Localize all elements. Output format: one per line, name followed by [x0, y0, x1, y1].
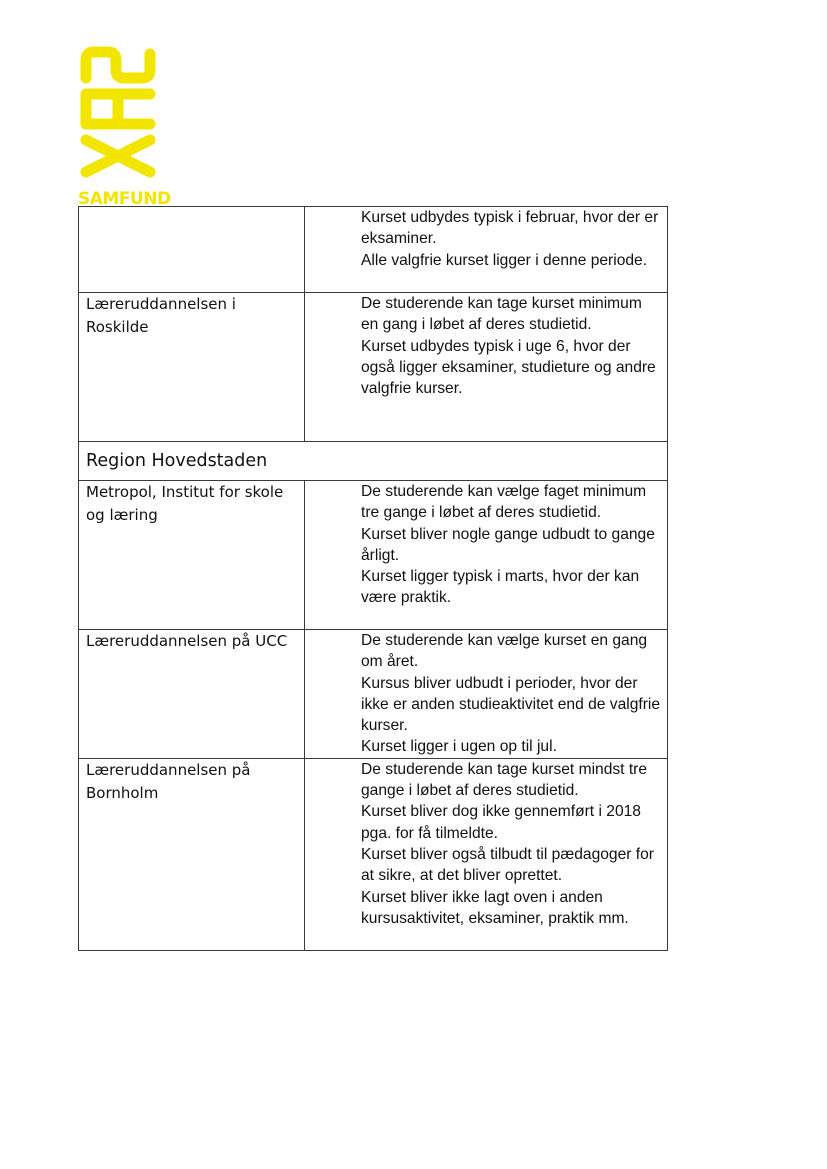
description-cell [305, 630, 668, 759]
description-line: Kurset bliver nogle gange udbudt to gange årligt. [361, 525, 655, 564]
institution-cell [79, 481, 305, 630]
institution-cell [79, 293, 305, 442]
table-row [79, 481, 668, 630]
logo-letter-e [86, 94, 150, 124]
description-line: Kurset bliver ikke lagt oven i anden kursusaktivitet, eksaminer, praktik mm. [361, 888, 629, 927]
description-line: De studerende kan vælge faget minimum tre gange i løbet af deres studietid. [361, 483, 647, 522]
description-line: De studerende kan tage kurset minimum en gang i løbet af deres studietid. [361, 295, 642, 334]
logo-subtitle: SAMFUND [78, 189, 171, 209]
description-line: Kurset udbydes typisk i februar, hvor der er eksaminer. [361, 209, 659, 248]
table-row [79, 630, 668, 759]
description-line: De studerende kan tage kurset mindst tre gange i løbet af deres studietid. [361, 760, 648, 800]
description-line: Kurset udbydes typisk i uge 6, hvor der også ligger eksaminer, studieture og andre valgfrie kurser. [361, 337, 656, 398]
institution-name: Læreruddannelsen i Roskilde [86, 295, 236, 336]
institution-name: Læreruddannelsen på Bornholm [86, 760, 251, 802]
institution-cell [79, 207, 305, 293]
description-line: De studerende kan vælge kurset en gang om året. [361, 632, 648, 671]
education-table [78, 206, 668, 951]
description-line: Kurset ligger typisk i marts, hvor der kan være praktik. [361, 568, 640, 607]
institution-name: Læreruddannelsen på UCC [86, 632, 288, 650]
table-row [79, 293, 668, 442]
region-row [79, 442, 668, 481]
region-heading: Region Hovedstaden [86, 451, 268, 471]
table-row [79, 207, 668, 293]
description-cell [305, 758, 668, 950]
description-cell [305, 481, 668, 630]
description-cell [305, 293, 668, 442]
description-line: Kursus bliver udbudt i perioder, hvor der ikke er anden studieaktivitet end de valgfrie kurser. [361, 674, 661, 735]
logo-graphic [78, 44, 171, 209]
description-line: Kurset bliver også tilbudt til pædagoger for at sikre, at det bliver oprettet. [361, 845, 654, 885]
description-line: Alle valgfrie kurset ligger i denne periode. [361, 251, 648, 269]
description-cell [305, 207, 668, 293]
description-line: Kurset bliver dog ikke gennemført i 2018 pga. for få tilmeldte. [361, 803, 641, 842]
sex-og-samfund-logo [78, 44, 171, 209]
institution-cell [79, 630, 305, 759]
logo-letter-x [86, 140, 150, 172]
logo-letter-s [86, 52, 150, 78]
description-line: Kurset ligger i ugen op til jul. [361, 738, 557, 756]
institution-cell [79, 758, 305, 950]
region-cell [79, 442, 668, 481]
table-row [79, 758, 668, 950]
institution-name: Metropol, Institut for skole og læring [86, 483, 284, 524]
